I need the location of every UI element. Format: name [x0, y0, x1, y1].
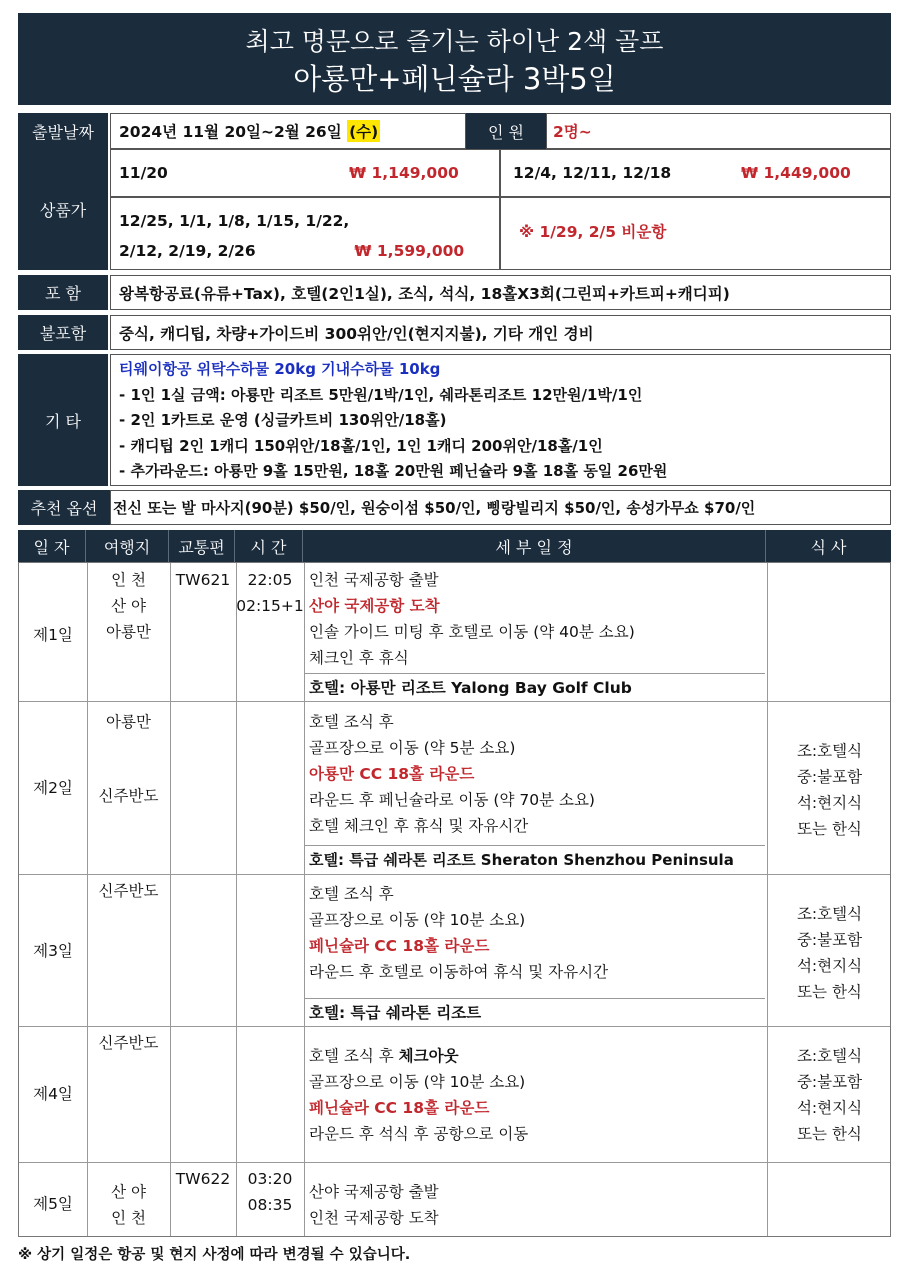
- day-5-transport: TW622: [175, 1170, 231, 1188]
- detail-line: 골프장으로 이동 (약 10분 소요): [309, 911, 526, 929]
- time: 02:15+1: [236, 597, 304, 615]
- time: 03:20: [247, 1170, 293, 1188]
- place: 산 야: [111, 597, 146, 615]
- price-c-dates-2: 2/12, 2/19, 2/26: [119, 242, 256, 260]
- exclude-label: 불포함: [18, 315, 108, 350]
- etc-line-cart: - 2인 1카트로 운영 (싱글카트비 130위안/18홀): [119, 411, 447, 429]
- row-divider: [19, 1162, 890, 1163]
- detail-text: 호텔 조식 후: [309, 1047, 399, 1065]
- col-detail-header: 세 부 일 정: [303, 530, 766, 562]
- day-1-label: [19, 622, 87, 648]
- exclude-value: 중식, 캐디팁, 차량+가이드비 300위안/인(현지지불), 기타 개인 경비: [110, 315, 891, 350]
- people-value: 2명~: [546, 113, 891, 149]
- meal: 중:불포함: [796, 768, 863, 786]
- place: 인 천: [111, 571, 146, 589]
- price-row-c: [110, 197, 500, 270]
- detail-line: 인천 국제공항 도착: [309, 1209, 439, 1227]
- title-line-2: 아룡만+페닌슐라 3박5일: [293, 62, 616, 96]
- col-divider: [236, 563, 237, 1236]
- detail-line: 체크인 후 휴식: [309, 649, 409, 667]
- detail-line-highlight: 페닌슐라 CC 18홀 라운드: [309, 937, 490, 955]
- day-4-place: 신주반도: [98, 1034, 159, 1052]
- detail-line: 인솔 가이드 미팅 후 호텔로 이동 (약 40분 소요): [309, 623, 635, 641]
- day-4-label: 제4일: [33, 1085, 73, 1103]
- day-5-details: [309, 1179, 439, 1231]
- time: 08:35: [247, 1196, 293, 1214]
- hotel-divider: [304, 673, 765, 674]
- meal: 중:불포함: [796, 1073, 863, 1091]
- day-2-place-1: 아룡만: [106, 713, 151, 731]
- detail-line: 호텔 체크인 후 휴식 및 자유시간: [309, 817, 529, 835]
- col-divider: [170, 563, 171, 1236]
- detail-line: 골프장으로 이동 (약 10분 소요): [309, 1073, 526, 1091]
- row-divider: [19, 701, 890, 702]
- detail-line: 라운드 후 호텔로 이동하여 휴식 및 자유시간: [309, 963, 609, 981]
- meal: 또는 한식: [797, 1125, 862, 1143]
- meal: 조:호텔식: [796, 742, 863, 760]
- etc-line-extra-round: - 추가라운드: 아룡만 9홀 15만원, 18홀 20만원 페닌슐라 9홀 18홀 동일 26만원: [119, 462, 668, 480]
- day-3-label: 제3일: [33, 942, 73, 960]
- include-value: 왕복항공료(유류+Tax), 호텔(2인1실), 조식, 석식, 18홀X3회(그린피+카트피+캐디피): [110, 275, 891, 310]
- option-value: 전신 또는 발 마사지(90분) $50/인, 원숭이섬 $50/인, 삥랑빌리지 $50/인, 송성가무쇼 $70/인: [110, 490, 891, 525]
- title-banner: [18, 13, 891, 105]
- checkout-text: 체크아웃: [398, 1047, 459, 1065]
- day-3-hotel: 호텔: 특급 쉐라톤 리조트: [309, 1004, 482, 1022]
- detail-line-highlight: 산야 국제공항 도착: [309, 597, 440, 615]
- day-4-details: [309, 1043, 528, 1147]
- day-1-places: [87, 567, 170, 645]
- col-transport-header: 교통편: [169, 530, 235, 562]
- day-4-meals: [767, 1043, 892, 1147]
- price-b-amount: ₩ 1,449,000: [741, 164, 851, 182]
- price-row-a: [110, 149, 500, 197]
- day-5-places: [87, 1179, 170, 1231]
- place: 산 야: [111, 1183, 146, 1201]
- meal: 석:현지식: [796, 957, 863, 975]
- day-1-transport: TW621: [175, 571, 231, 589]
- footer-note: ※ 상기 일정은 항공 및 현지 사정에 따라 변경될 수 있습니다.: [18, 1247, 411, 1263]
- meal: 또는 한식: [797, 983, 862, 1001]
- day-2-hotel: 호텔: 특급 쉐라톤 리조트 Sheraton Shenzhou Peninsula: [309, 851, 734, 869]
- price-c-amount: ₩ 1,599,000: [354, 242, 465, 260]
- title-line-1: 최고 명문으로 즐기는 하이난 2색 골프: [245, 27, 664, 56]
- place: 인 천: [111, 1209, 146, 1227]
- col-divider: [304, 563, 305, 1236]
- detail-line: 라운드 후 석식 후 공항으로 이동: [309, 1125, 529, 1143]
- departure-row: [18, 113, 891, 149]
- meal: 중:불포함: [796, 931, 863, 949]
- etc-label: 기 타: [18, 354, 108, 486]
- day-2-meals: [767, 738, 892, 842]
- price-c-dates-1: 12/25, 1/1, 1/8, 1/15, 1/22,: [119, 212, 350, 230]
- option-label: 추천 옵션: [18, 490, 110, 525]
- etc-line-caddie: - 캐디팁 2인 1캐디 150위안/18홀/1인, 1인 1캐디 200위안/18홀/1인: [119, 436, 603, 455]
- etc-notes: [110, 354, 891, 486]
- schedule-header: [18, 530, 891, 562]
- day-5-label: 제5일: [33, 1195, 73, 1213]
- include-label: 포 함: [18, 275, 108, 310]
- meal: 또는 한식: [797, 820, 862, 838]
- detail-line: [309, 1043, 528, 1069]
- hotel-divider: [304, 998, 765, 999]
- day-5-times: [236, 1166, 304, 1218]
- etc-line-baggage: 티웨이항공 위탁수하물 20kg 기내수하물 10kg: [119, 360, 441, 378]
- detail-line: 라운드 후 페닌슐라로 이동 (약 70분 소요): [309, 791, 595, 809]
- col-meal-header: 식 사: [810, 537, 847, 557]
- day-3-meals: [767, 901, 892, 1005]
- hotel-divider: [304, 845, 765, 846]
- detail-line-highlight: 페닌슐라 CC 18홀 라운드: [309, 1099, 490, 1117]
- col-time-header: 시 간: [235, 530, 303, 562]
- day-2-label: 제2일: [33, 779, 73, 797]
- day-1-hotel: 호텔: 아룡만 리조트 Yalong Bay Golf Club: [309, 679, 632, 697]
- meal: 석:현지식: [796, 1099, 863, 1117]
- day-3-place: 신주반도: [98, 882, 159, 900]
- col-day-header: 일 자: [18, 530, 86, 562]
- departure-weekday: (수): [347, 120, 380, 142]
- detail-line: 골프장으로 이동 (약 5분 소요): [309, 739, 516, 757]
- day-2-details: [309, 709, 595, 839]
- meal: 조:호텔식: [796, 905, 863, 923]
- meal: 조:호텔식: [796, 1047, 863, 1065]
- col-place-header: 여행지: [86, 530, 169, 562]
- time: 22:05: [247, 571, 293, 589]
- schedule-table: [18, 562, 891, 1237]
- departure-value: [110, 113, 466, 149]
- meal: 석:현지식: [796, 794, 863, 812]
- detail-line: 산야 국제공항 출발: [309, 1183, 439, 1201]
- place: 아룡만: [106, 623, 151, 641]
- departure-label: 출발날짜: [18, 113, 108, 149]
- price-a-amount: ₩ 1,149,000: [349, 164, 459, 182]
- day-1-details: [309, 567, 635, 671]
- day-1-times: [236, 567, 304, 619]
- detail-line: 호텔 조식 후: [309, 713, 394, 731]
- price-a-dates: 11/20: [119, 164, 168, 182]
- price-b-dates: 12/4, 12/11, 12/18: [513, 164, 672, 182]
- row-divider: [19, 874, 890, 875]
- day-2-place-2: 신주반도: [98, 787, 159, 805]
- etc-line-single: - 1인 1실 금액: 아룡만 리조트 5만원/1박/1인, 쉐라톤리조트 12만원/1박/1인: [119, 385, 643, 404]
- detail-line: 호텔 조식 후: [309, 885, 394, 903]
- price-row-b: [500, 149, 891, 197]
- detail-line: 인천 국제공항 출발: [309, 571, 439, 589]
- no-flight-note: ※ 1/29, 2/5 비운항: [500, 197, 891, 270]
- detail-line-highlight: 아룡만 CC 18홀 라운드: [309, 765, 475, 783]
- departure-dates: 2024년 11월 20일~2월 26일: [119, 123, 342, 141]
- day-label: 제1일: [33, 626, 73, 644]
- row-divider: [19, 1026, 890, 1027]
- people-label: 인 원: [466, 113, 546, 149]
- price-label: 상품가: [18, 149, 108, 270]
- day-3-details: [309, 881, 608, 985]
